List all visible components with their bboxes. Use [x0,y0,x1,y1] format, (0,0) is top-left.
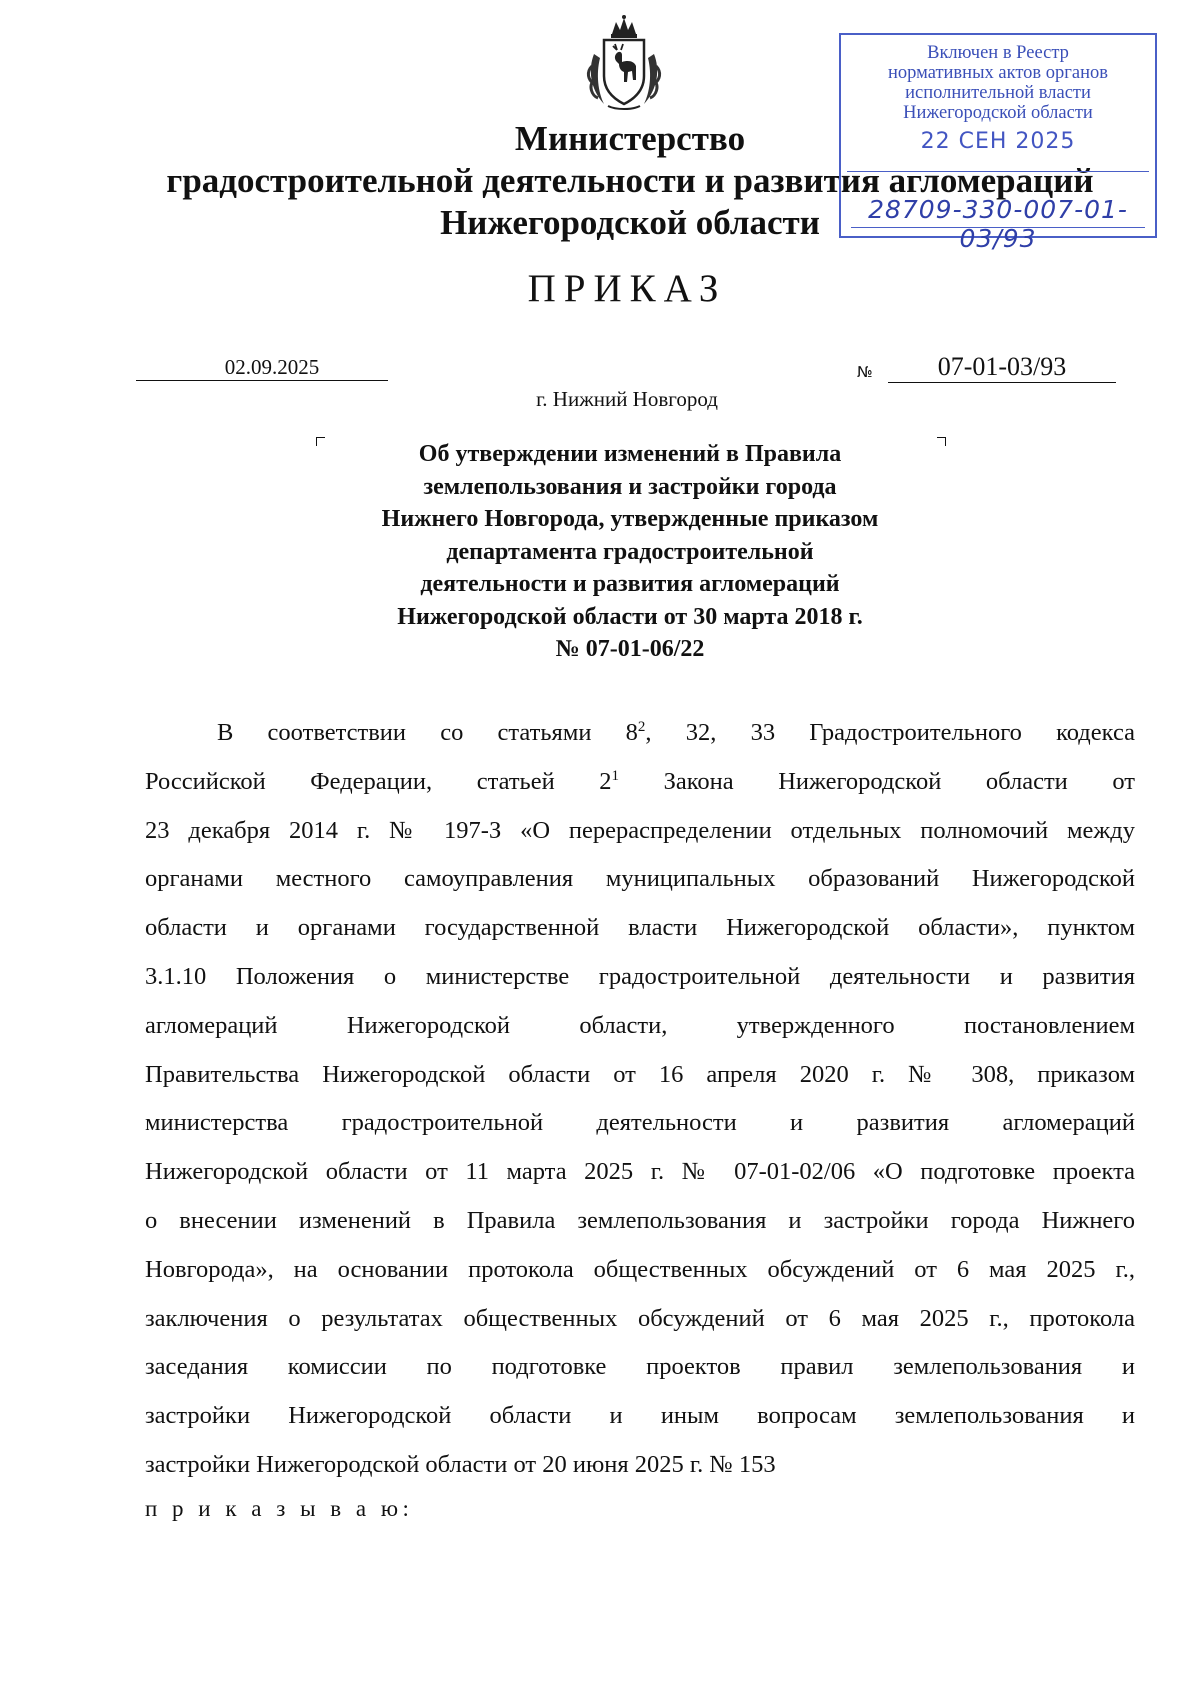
subject-line: департамента градостроительной [446,538,814,565]
body-line: министерства градостроительной деятельности и развития агломераций [145,1109,1135,1137]
ministry-line-2: градостроительной деятельности и развития агломераций [166,161,1094,200]
stamp-registration-number: 28709-330-007-01-03/93 [868,195,1128,253]
document-type-heading: ПРИКАЗ [527,267,727,310]
body-line: области и органами государственной власти Нижегородской области», пунктом [145,914,1135,942]
subject-line: Нижегородской области от 30 марта 2018 г. [397,603,863,630]
body-line: о внесении изменений в Правила землепользования и застройки города Нижнего [145,1206,1135,1234]
body-line: Новгорода», на основании протокола общественных обсуждений от 6 мая 2025 г., [145,1255,1135,1283]
stamp-text [841,43,1155,123]
body-line: 23 декабря 2014 г. № 197-З «О перераспределении отдельных полномочий между [145,816,1135,844]
superscript: 2 [637,718,646,735]
stamp-line: Включен в Реестр [927,43,1069,63]
body-line: заключения о результатах общественных обсуждений от 6 мая 2025 г., протокола [145,1304,1135,1332]
preamble-paragraph [145,709,1135,1490]
body-line: Правительства Нижегородской области от 16 апреля 2020 г. № 308, приказом [145,1060,1135,1088]
registry-stamp [839,33,1157,253]
stamp-line: исполнительной власти [905,83,1091,103]
body-line: застройки Нижегородской области от 20 июня 2025 г. № 153 [145,1450,776,1478]
body-line: агломераций Нижегородской области, утвержденного постановлением [145,1011,1135,1039]
order-subject [290,438,970,666]
ministry-line-1: Министерство [514,119,746,158]
body-text-fragment: В соответствии со статьями 8 [217,719,638,746]
body-line: Нижегородской области от 11 марта 2025 г. № 07-01-02/06 «О подготовке проекта [145,1158,1135,1186]
order-number: 07-01-03/93 [888,352,1116,383]
body-line: органами местного самоуправления муниципальных образований Нижегородской [145,865,1135,893]
body-line: заседания комиссии по подготовке проектов правил землепользования и [145,1353,1135,1381]
body-line [145,709,1135,758]
body-line: 3.1.10 Положения о министерстве градостроительной деятельности и развития [145,962,1135,990]
subject-line: Об утверждении изменений в Правила [418,441,842,467]
body-line: застройки Нижегородской области и иным вопросам землепользования и [145,1402,1135,1430]
subject-line: Нижнего Новгорода, утвержденные приказом [381,506,879,532]
order-date: 02.09.2025 [136,354,388,381]
city-line: г. Нижний Новгород [536,387,718,411]
coat-of-arms-icon [584,14,664,114]
ministry-line-3: Нижегородской области [440,203,820,242]
stamp-date: 22 СЕН 2025 [920,129,1076,154]
superscript: 1 [611,767,620,784]
order-closing-word: п р и к а з ы в а ю: [145,1496,414,1521]
stamp-underline [851,227,1145,228]
stamp-line: нормативных актов органов [888,63,1108,83]
subject-line: деятельности и развития агломераций [420,571,840,597]
stamp-line: Нижегородской области [903,103,1093,123]
number-sign: № [857,363,873,381]
subject-line: землепользования и застройки города [423,473,837,500]
body-text-fragment: Российской Федерации, статьей 2 [145,767,612,795]
body-line [145,758,1135,807]
body-text-fragment: Закона Нижегородской области от [619,767,1135,795]
stamp-divider [847,171,1149,172]
subject-line: № 07-01-06/22 [555,636,705,662]
body-text-fragment: , 32, 33 Градостроительного кодекса [645,719,1135,746]
